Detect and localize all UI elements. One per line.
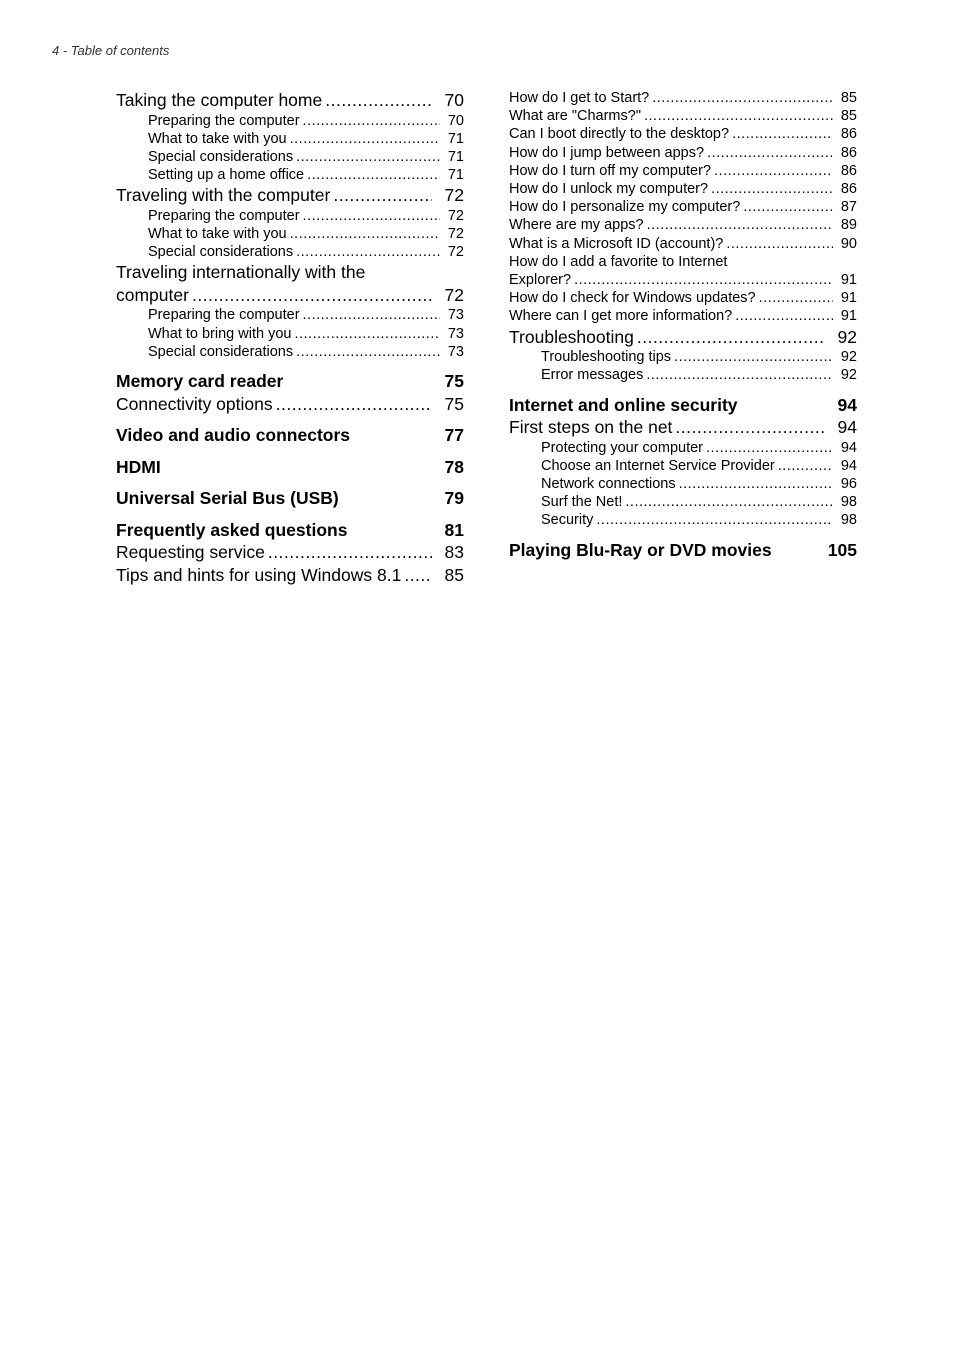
toc-entry-title: Preparing the computer	[148, 307, 300, 324]
toc-entry-title: Choose an Internet Service Provider	[541, 457, 775, 474]
toc-entry-page: 90	[840, 235, 857, 252]
toc-entry-title: How do I turn off my computer?	[509, 162, 712, 179]
toc-chapter-page: 79	[444, 488, 464, 509]
toc-entry-title: What to bring with you	[148, 325, 292, 342]
toc-chapter-title: Video and audio connectors	[116, 425, 351, 446]
toc-entry-page: 98	[840, 494, 857, 511]
toc-chapter-page: 81	[444, 519, 464, 540]
toc-entry-page: 72	[444, 284, 464, 305]
toc-chapter-title: Internet and online security	[509, 394, 738, 415]
dot-leader	[307, 166, 440, 184]
toc-chapter[interactable]	[116, 519, 464, 542]
toc-entry-page: 85	[840, 90, 857, 106]
toc-subentry[interactable]	[509, 144, 857, 162]
toc-entry-title: Protecting your computer	[541, 439, 703, 456]
toc-subentry[interactable]	[148, 306, 464, 324]
dot-leader	[726, 235, 833, 253]
toc-subentry[interactable]	[541, 457, 857, 475]
toc-entry-page: 91	[840, 290, 857, 307]
toc-entry-page: 86	[840, 126, 857, 143]
toc-chapter-page: 77	[444, 425, 464, 446]
toc-entry-title: How do I unlock my computer?	[509, 181, 709, 198]
dot-leader	[732, 125, 833, 143]
toc-subentry-title-line1[interactable]: How do I add a favorite to Internet	[509, 253, 728, 270]
toc-entry-page: 92	[840, 349, 857, 366]
dot-leader	[652, 89, 833, 107]
toc-entry-title: Can I boot directly to the desktop?	[509, 126, 730, 143]
toc-subentry[interactable]	[148, 325, 464, 343]
toc-entry-page: 92	[840, 367, 857, 384]
toc-chapter[interactable]	[116, 456, 464, 479]
dot-leader	[290, 225, 440, 243]
toc-chapter-title: Memory card reader	[116, 371, 284, 392]
toc-entry-page: 83	[444, 542, 464, 563]
toc-entry-title: Requesting service	[116, 542, 265, 563]
toc-entry-page: 72	[447, 226, 464, 243]
toc-entry-title: What to take with you	[148, 226, 287, 243]
toc-chapter-title: Playing Blu-Ray or DVD movies	[509, 539, 772, 560]
toc-subentry[interactable]	[541, 511, 857, 529]
toc-entry-title: Surf the Net!	[541, 494, 623, 511]
toc-subentry[interactable]	[509, 289, 857, 307]
dot-leader	[675, 416, 825, 439]
toc-entry-title: Network connections	[541, 475, 676, 492]
dot-leader	[735, 307, 833, 325]
toc-entry-title: Preparing the computer	[148, 112, 300, 129]
toc-entry-title: How do I personalize my computer?	[509, 199, 741, 216]
toc-entry-page: 73	[447, 343, 464, 360]
toc-entry-page: 73	[447, 307, 464, 324]
dot-leader	[596, 511, 833, 529]
dot-leader	[294, 325, 440, 343]
toc-chapter-title: Universal Serial Bus (USB)	[116, 488, 339, 509]
toc-entry-page: 73	[447, 325, 464, 342]
toc-entry-page: 85	[444, 564, 464, 585]
toc-entry-title: Special considerations	[148, 244, 294, 261]
toc-entry-page: 72	[444, 185, 464, 206]
toc-chapter[interactable]	[116, 424, 464, 447]
toc-entry[interactable]	[116, 564, 464, 587]
toc-subentry[interactable]	[509, 107, 857, 125]
dot-leader	[625, 493, 833, 511]
toc-chapter[interactable]	[509, 539, 857, 562]
toc-entry-title: Where can I get more information?	[509, 308, 733, 325]
toc-entry-page: 75	[444, 393, 464, 414]
dot-leader	[333, 184, 432, 207]
toc-subentry[interactable]	[541, 366, 857, 384]
toc-entry-page: 70	[447, 112, 464, 129]
dot-leader	[268, 541, 432, 564]
toc-entry-title: What is a Microsoft ID (account)?	[509, 235, 724, 252]
dot-leader	[303, 112, 440, 130]
dot-leader	[679, 475, 833, 493]
toc-entry-title-line2: Explorer?	[509, 272, 572, 289]
dot-leader	[674, 348, 833, 366]
toc-entry-page: 72	[447, 244, 464, 261]
toc-entry-page: 94	[837, 417, 857, 438]
dot-leader	[644, 107, 833, 125]
toc-entry-page: 85	[840, 108, 857, 125]
toc-entry-page: 71	[447, 167, 464, 184]
toc-entry-page: 92	[837, 326, 857, 347]
toc-entry-title: Tips and hints for using Windows 8.1	[116, 564, 402, 585]
dot-leader	[404, 564, 432, 587]
toc-chapter-page: 78	[444, 456, 464, 477]
toc-subentry[interactable]	[509, 271, 857, 289]
toc-subentry[interactable]	[148, 166, 464, 184]
toc-entry-title: Troubleshooting	[509, 326, 634, 347]
toc-entry-title-line1[interactable]: Traveling internationally with the	[116, 262, 366, 283]
toc-subentry[interactable]	[509, 89, 857, 107]
dot-leader	[711, 180, 833, 198]
dot-leader	[646, 366, 833, 384]
dot-leader	[296, 343, 440, 361]
toc-entry-title: Setting up a home office	[148, 167, 305, 184]
toc-entry[interactable]	[116, 89, 464, 112]
toc-entry-page: 94	[840, 439, 857, 456]
toc-entry-title: How do I get to Start?	[509, 90, 650, 106]
dot-leader	[303, 207, 440, 225]
toc-entry-page: 71	[447, 130, 464, 147]
toc-subentry[interactable]	[509, 198, 857, 216]
toc-subentry[interactable]	[509, 307, 857, 325]
toc-chapter[interactable]	[116, 370, 464, 393]
dot-leader	[290, 130, 440, 148]
toc-entry-page: 98	[840, 512, 857, 529]
toc-entry-title: Troubleshooting tips	[541, 349, 672, 366]
toc-entry[interactable]	[116, 284, 464, 307]
toc-subentry[interactable]	[541, 493, 857, 511]
toc-subentry[interactable]	[509, 235, 857, 253]
toc-entry-page: 96	[840, 475, 857, 492]
toc-subentry[interactable]	[148, 148, 464, 166]
toc-subentry[interactable]	[541, 439, 857, 457]
running-header: 4 - Table of contents	[52, 43, 170, 58]
toc-entry-title: What are "Charms?"	[509, 108, 641, 125]
toc-entry-title: Special considerations	[148, 148, 294, 165]
toc-entry-page: 86	[840, 181, 857, 198]
toc-entry-title: First steps on the net	[509, 417, 673, 438]
toc-entry-page: 72	[447, 207, 464, 224]
toc-chapter-title: Frequently asked questions	[116, 519, 348, 540]
toc-subentry[interactable]	[541, 348, 857, 366]
toc-entry-page: 87	[840, 199, 857, 216]
toc-entry[interactable]	[116, 541, 464, 564]
toc-chapter-page: 75	[444, 371, 464, 392]
toc-entry[interactable]	[509, 326, 857, 349]
toc-entry-title: Security	[541, 512, 594, 529]
toc-subentry[interactable]	[148, 130, 464, 148]
toc-entry-title: Preparing the computer	[148, 207, 300, 224]
toc-subentry[interactable]	[541, 475, 857, 493]
dot-leader	[574, 271, 833, 289]
toc-entry-title: Taking the computer home	[116, 90, 323, 110]
toc-subentry[interactable]	[148, 343, 464, 361]
dot-leader	[296, 148, 440, 166]
toc-subentry[interactable]	[148, 225, 464, 243]
dot-leader	[276, 393, 432, 416]
toc-chapter-page: 105	[827, 539, 857, 560]
toc-entry-page: 86	[840, 162, 857, 179]
toc-column-left	[116, 89, 464, 586]
toc-chapter-page: 94	[837, 394, 857, 415]
toc-chapter-title: HDMI	[116, 456, 161, 477]
toc-entry[interactable]	[509, 416, 857, 439]
dot-leader	[714, 162, 833, 180]
dot-leader	[647, 216, 833, 234]
toc-entry-page: 91	[840, 272, 857, 289]
toc-subentry[interactable]	[509, 162, 857, 180]
toc-column-right	[509, 89, 857, 561]
dot-leader	[743, 198, 833, 216]
dot-leader	[637, 326, 825, 349]
toc-entry-page: 94	[840, 457, 857, 474]
toc-subentry[interactable]	[509, 180, 857, 198]
toc-entry-title: Traveling with the computer	[116, 185, 331, 206]
toc-entry-page: 86	[840, 144, 857, 161]
dot-leader	[778, 457, 833, 475]
toc-entry-page: 89	[840, 217, 857, 234]
dot-leader	[759, 289, 833, 307]
toc-entry-title: How do I jump between apps?	[509, 144, 705, 161]
toc-entry-page: 91	[840, 308, 857, 325]
toc-subentry[interactable]	[148, 243, 464, 261]
dot-leader	[303, 306, 440, 324]
toc-entry-title: Where are my apps?	[509, 217, 644, 234]
toc-entry-title-line2: computer	[116, 284, 189, 305]
toc-entry-page: 70	[444, 90, 464, 110]
toc-entry[interactable]	[116, 184, 464, 207]
dot-leader	[192, 284, 432, 307]
toc-entry-title: Error messages	[541, 367, 644, 384]
toc-entry-title: How do I check for Windows updates?	[509, 290, 756, 307]
dot-leader	[325, 89, 432, 112]
toc-subentry[interactable]	[509, 216, 857, 234]
toc-entry-title: Special considerations	[148, 343, 294, 360]
toc-chapter[interactable]	[509, 394, 857, 417]
toc-entry-title: What to take with you	[148, 130, 287, 147]
toc-chapter[interactable]	[116, 487, 464, 510]
toc-subentry[interactable]	[148, 207, 464, 225]
dot-leader	[706, 439, 833, 457]
toc-subentry[interactable]	[509, 125, 857, 143]
toc-entry-page: 71	[447, 148, 464, 165]
toc-entry-title: Connectivity options	[116, 393, 273, 414]
toc-subentry[interactable]	[148, 112, 464, 130]
dot-leader	[296, 243, 440, 261]
toc-entry[interactable]	[116, 393, 464, 416]
dot-leader	[707, 144, 833, 162]
